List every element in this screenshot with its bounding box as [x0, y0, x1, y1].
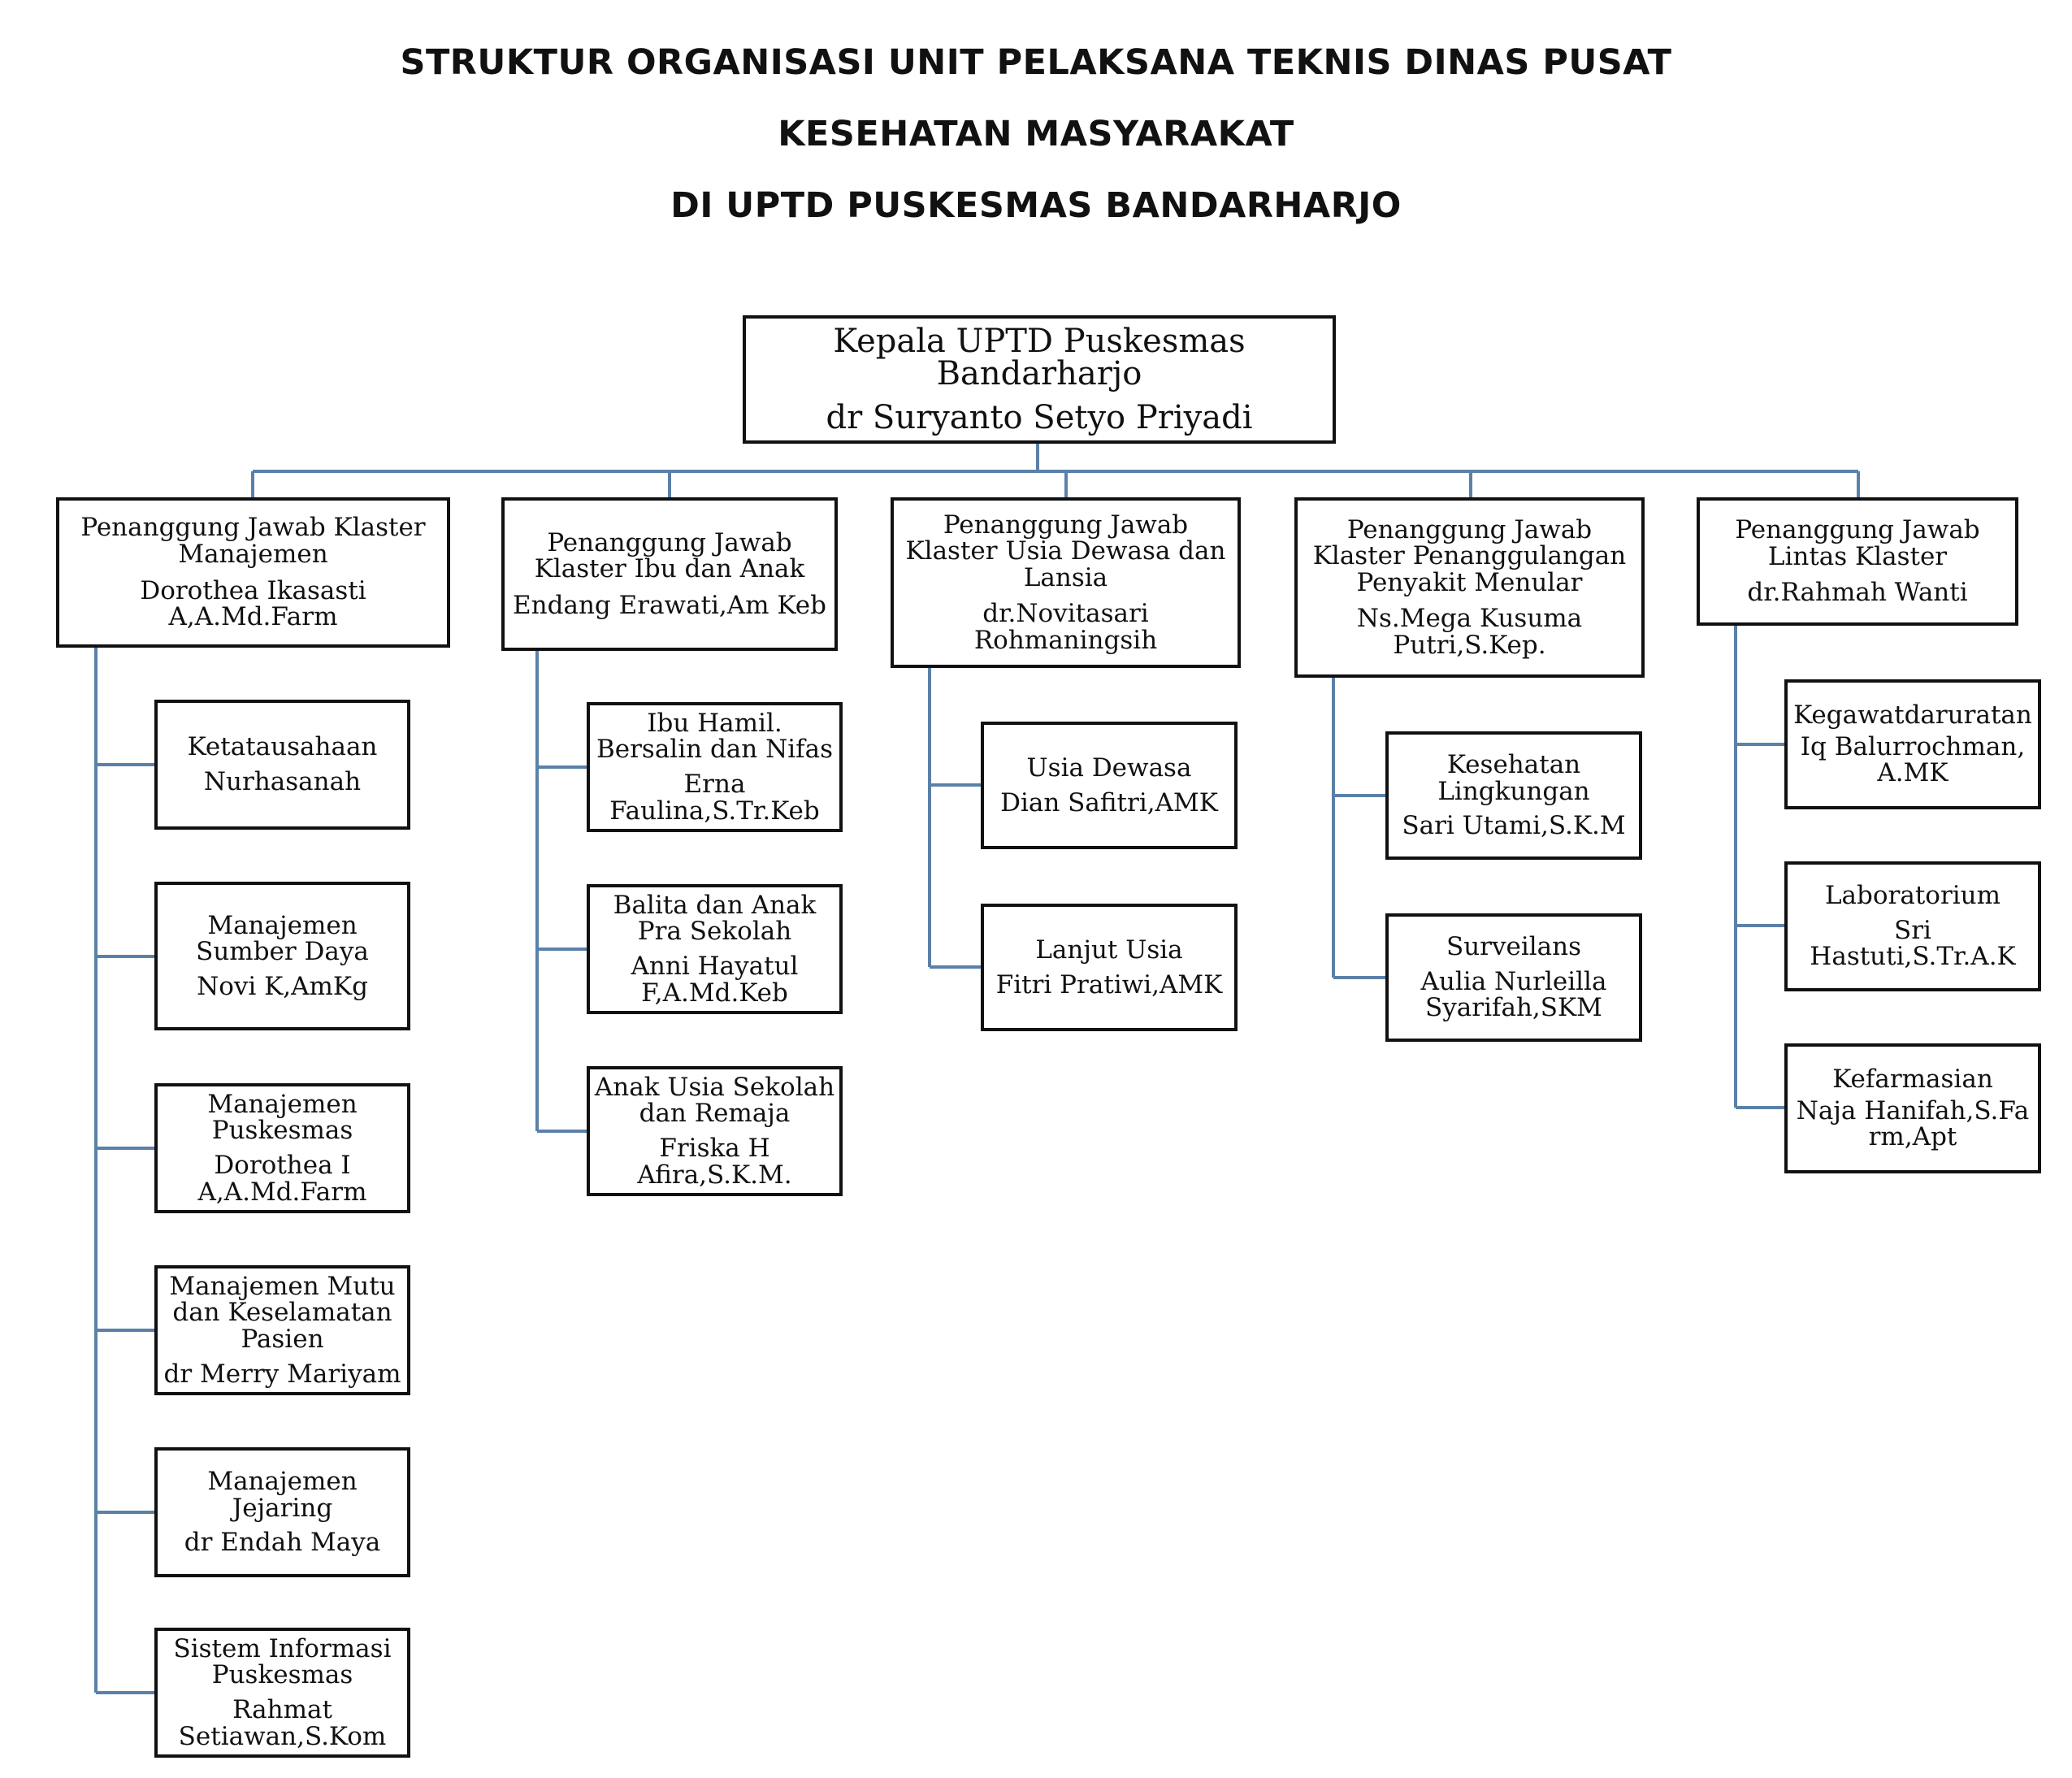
unit-name: Sri Hastuti,S.Tr.A.K: [1810, 915, 2016, 972]
cluster-role: Penanggung Jawab Klaster Manajemen: [80, 513, 426, 569]
cluster-box-usia-dewasa: [891, 497, 1241, 668]
unit-role: Balita dan Anak Pra Sekolah: [613, 890, 817, 947]
cluster-name: Dorothea Ikasasti A,A.Md.Farm: [140, 575, 366, 632]
unit-role: Usia Dewasa: [1026, 752, 1192, 783]
chart-title-line-1: STRUKTUR ORGANISASI UNIT PELAKSANA TEKNIS DINAS PUSAT: [400, 42, 1672, 83]
unit-name: Iq Balurrochman,A.MK: [1800, 731, 2026, 788]
head-box: [743, 315, 1336, 444]
chart-title-line-3: DI UPTD PUSKESMAS BANDARHARJO: [670, 185, 1402, 226]
unit-box: [587, 702, 843, 832]
unit-box: [154, 1265, 410, 1395]
unit-name: dr Endah Maya: [184, 1528, 381, 1558]
unit-box: [1784, 1043, 2041, 1173]
unit-role: Manajemen Sumber Daya: [196, 910, 369, 967]
unit-role: Kegawatdaruratan: [1793, 700, 2032, 731]
head-name: dr Suryanto Setyo Priyadi: [826, 399, 1253, 436]
unit-box: [154, 1083, 410, 1213]
unit-box: [154, 700, 410, 830]
cluster-name: Endang Erawati,Am Keb: [513, 590, 826, 620]
unit-name: Nurhasanah: [203, 767, 362, 796]
cluster-role: Penanggung Jawab Lintas Klaster: [1735, 515, 1980, 571]
unit-name: Aulia Nurleilla Syarifah,SKM: [1420, 966, 1607, 1023]
head-role: Kepala UPTD Puskesmas Bandarharjo: [833, 323, 1246, 392]
cluster-role: Penanggung Jawab Klaster Usia Dewasa dan Lansia: [905, 510, 1226, 592]
unit-box: [154, 882, 410, 1030]
unit-name: Dorothea I A,A.Md.Farm: [197, 1151, 367, 1207]
unit-role: Ketatausahaan: [187, 732, 378, 762]
chart-title-line-2: KESEHATAN MASYARAKAT: [778, 114, 1294, 154]
unit-role: Manajemen Mutu dan Keselamatan Pasien: [169, 1271, 396, 1354]
unit-role: Lanjut Usia: [1035, 935, 1183, 965]
unit-role: Manajemen Jejaring: [207, 1467, 358, 1523]
cluster-box-ibu-anak: [501, 497, 838, 651]
unit-name: Fitri Pratiwi,AMK: [995, 969, 1223, 1000]
unit-role: Ibu Hamil. Bersalin dan Nifas: [596, 708, 834, 765]
unit-box: [154, 1628, 410, 1758]
unit-role: Manajemen Puskesmas: [207, 1089, 358, 1146]
unit-name: Friska H Afira,S.K.M.: [637, 1134, 792, 1190]
unit-box: [587, 884, 843, 1014]
cluster-name: dr.Rahmah Wanti: [1747, 578, 1968, 608]
unit-name: Novi K,AmKg: [197, 971, 368, 1001]
unit-role: Sistem Informasi Puskesmas: [173, 1633, 392, 1690]
unit-name: Erna Faulina,S.Tr.Keb: [609, 770, 820, 826]
unit-box: [981, 722, 1238, 849]
unit-box: [1385, 913, 1642, 1042]
unit-name: Dian Safitri,AMK: [1000, 787, 1218, 817]
unit-name: Sari Utami,S.K.M: [1402, 811, 1626, 841]
unit-role: Anak Usia Sekolah dan Remaja: [594, 1072, 835, 1129]
cluster-role: Penanggung Jawab Klaster Penanggulangan Penyakit Menular: [1312, 514, 1627, 597]
unit-box: [1385, 731, 1642, 860]
unit-name: Anni Hayatul F,A.Md.Keb: [631, 952, 799, 1008]
cluster-name: Ns.Mega Kusuma Putri,S.Kep.: [1356, 604, 1583, 660]
unit-box: [981, 904, 1238, 1031]
unit-role: Surveilans: [1446, 932, 1582, 962]
unit-role: Laboratorium: [1824, 881, 2001, 911]
cluster-box-manajemen: [56, 497, 450, 648]
unit-box: [1784, 861, 2041, 991]
unit-box: [1784, 679, 2041, 809]
unit-name: dr Merry Mariyam: [163, 1359, 401, 1389]
unit-box: [154, 1447, 410, 1577]
cluster-role: Penanggung Jawab Klaster Ibu dan Anak: [534, 527, 805, 584]
unit-name: Naja Hanifah,S.Farm,Apt: [1796, 1095, 2030, 1152]
unit-name: Rahmat Setiawan,S.Kom: [178, 1695, 387, 1751]
unit-role: Kefarmasian: [1832, 1065, 1993, 1095]
cluster-box-penyakit-menular: [1294, 497, 1645, 678]
unit-box: [587, 1066, 843, 1196]
cluster-box-lintas-klaster: [1697, 497, 2018, 626]
unit-role: Kesehatan Lingkungan: [1437, 750, 1590, 806]
cluster-name: dr.Novitasari Rohmaningsih: [973, 599, 1158, 655]
